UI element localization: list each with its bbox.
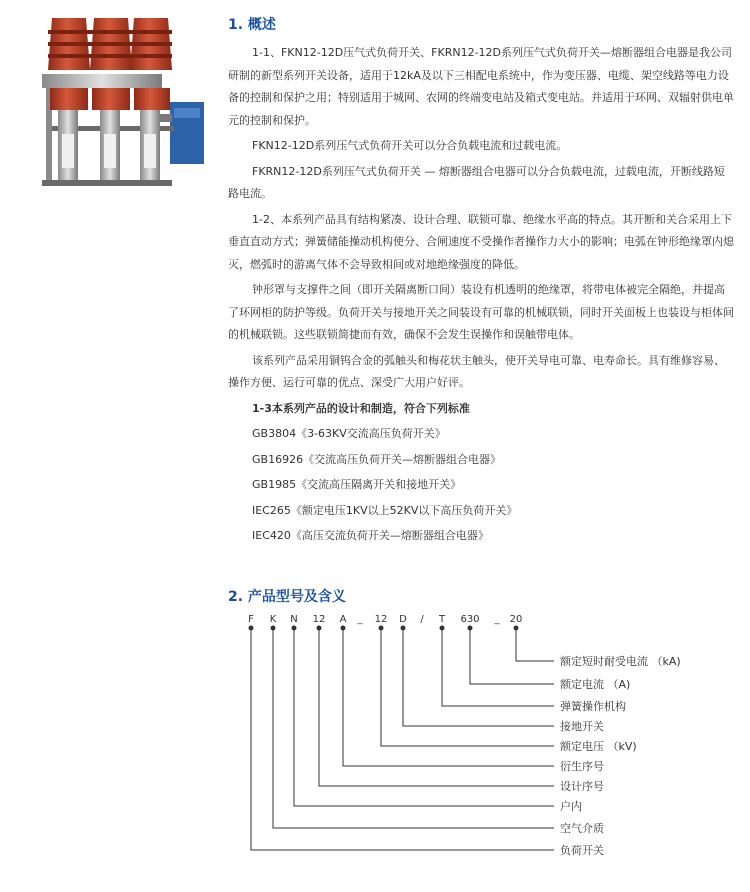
code-letter: A xyxy=(339,614,347,625)
meaning-label: 额定短时耐受电流 （kA) xyxy=(560,655,681,668)
paragraph: 1-1、FKN12-12D压气式负荷开关、FKRN12-12D系列压气式负荷开关—熔断器组合电器是我公司研制的新型系列开关设备，适用于12kA及以下三相配电系统中，作为变压器、电缆、架空线路等电力设备的控制和保护之用；特别适用于城网、农网的终端变电站及箱式变电站。并适用于环网、双辐射供电单元的控制和保护。 xyxy=(228,46,734,127)
meaning-label: 设计序号 xyxy=(560,780,604,793)
code-letter: 630 xyxy=(460,614,480,625)
code-letter: _ xyxy=(494,614,500,625)
meaning-label: 接地开关 xyxy=(560,720,604,733)
standard-item: GB3804《3-63KV交流高压负荷开关》 xyxy=(252,427,446,440)
code-letter: 20 xyxy=(509,614,523,625)
standard-item: IEC265《额定电压1KV以上52KV以下高压负荷开关》 xyxy=(252,503,518,517)
paragraph: 钟形罩与支撑件之间（即开关隔离断口间）装设有机透明的绝缘罩，将带电体被完全隔绝，并提高了环网柜的防护等级。负荷开关与接地开关之间装设有可靠的机械联锁，同时开关面板上也装设与柜体间的机械联锁。这些联锁简捷而有效，确保不会发生误操作和误触带电体。 xyxy=(228,283,734,341)
code-letter: _ xyxy=(357,614,363,625)
code-letter: D xyxy=(399,614,407,625)
meaning-label: 额定电压 （kV) xyxy=(560,740,637,753)
meaning-label: 空气介质 xyxy=(560,822,604,835)
section2-title: 2. 产品型号及含义 xyxy=(228,589,346,605)
paragraph: FKN12-12D系列压气式负荷开关可以分合负载电流和过载电流。 xyxy=(252,139,568,152)
standard-item: GB1985《交流高压隔离开关和接地开关》 xyxy=(252,478,462,491)
standard-item: GB16926《交流高压负荷开关—熔断器组合电器》 xyxy=(252,452,502,466)
standards-heading: 1-3本系列产品的设计和制造，符合下列标准 xyxy=(252,401,470,415)
code-letter: N xyxy=(290,614,298,625)
paragraph: 1-2、本系列产品具有结构紧凑、设计合理、联锁可靠、绝缘水平高的特点。其开断和关合采用上下垂直直动方式；弹簧储能操动机构使分、合闸速度不受操作者操作力大小的影响；电弧在钟形绝缘罩内熄灭，燃弧时的游离气体不会导致相间或对地绝缘强度的降低。 xyxy=(228,212,734,271)
meaning-label: 额定电流 （A) xyxy=(560,678,631,691)
paragraph: FKRN12-12D系列压气式负荷开关 — 熔断器组合电器可以分合负载电流，过载电流，开断线路短路电流。 xyxy=(228,164,725,200)
code-letter: 12 xyxy=(312,614,326,625)
paragraph: 该系列产品采用铜钨合金的弧触头和梅花状主触头，使开关导电可靠、电寿命长。具有维修容易、操作方便、运行可靠的优点、深受广大用户好评。 xyxy=(228,353,725,389)
code-letter: / xyxy=(420,614,424,625)
meaning-label: 弹簧操作机构 xyxy=(560,700,626,713)
standard-item: IEC420《高压交流负荷开关—熔断器组合电器》 xyxy=(252,529,489,542)
code-letter: 12 xyxy=(374,614,388,625)
intro-text xyxy=(228,42,734,551)
product-photo xyxy=(22,14,210,202)
code-letter: F xyxy=(248,614,254,625)
meaning-label: 户内 xyxy=(560,800,582,813)
code-letter: T xyxy=(438,614,446,625)
code-letter: K xyxy=(269,614,277,625)
meaning-label: 衍生序号 xyxy=(560,760,604,773)
model-code-diagram xyxy=(228,608,728,868)
section1-title: 1. 概述 xyxy=(228,17,276,33)
meaning-label: 负荷开关 xyxy=(560,844,604,857)
